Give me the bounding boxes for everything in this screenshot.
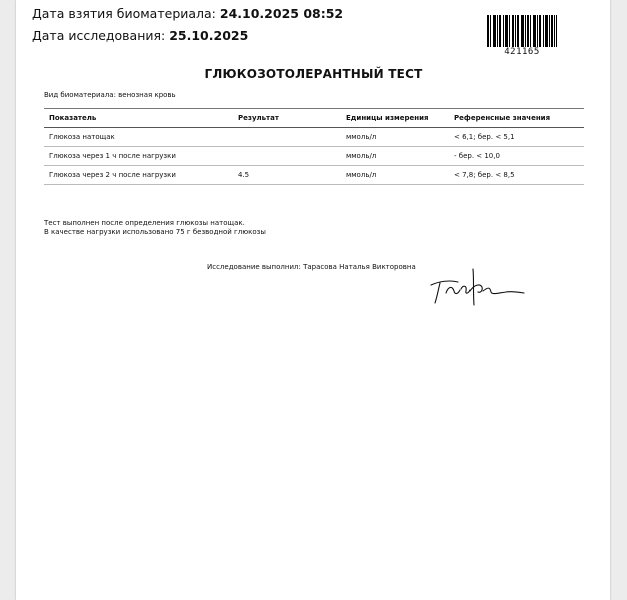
row-units: ммоль/л: [341, 128, 449, 147]
row-units: ммоль/л: [341, 166, 449, 185]
row-parameter: Глюкоза натощак: [44, 128, 233, 147]
study-date-value: 25.10.2025: [169, 28, 249, 43]
study-date-label: Дата исследования:: [32, 28, 166, 43]
table-row: [44, 128, 584, 147]
row-parameter: Глюкоза через 2 ч после нагрузки: [44, 166, 233, 185]
header-parameter: Показатель: [44, 109, 233, 128]
results-table: [44, 108, 584, 185]
document-title: ГЛЮКОЗОТОЛЕРАНТНЫЙ ТЕСТ: [204, 67, 423, 81]
row-result: [233, 128, 341, 147]
biomaterial-type: Вид биоматериала: венозная кровь: [44, 91, 176, 99]
row-result: [233, 147, 341, 166]
study-date-line: [32, 28, 248, 43]
row-units: ммоль/л: [341, 147, 449, 166]
sample-date-value: 24.10.2025 08:52: [219, 6, 344, 21]
header-reference: Референсные значения: [449, 109, 584, 128]
row-parameter: Глюкоза через 1 ч после нагрузки: [44, 147, 233, 166]
table-row: [44, 147, 584, 166]
sample-date-line: [32, 6, 343, 21]
header-result: Результат: [233, 109, 341, 128]
row-result: 4.5: [233, 166, 341, 185]
header-units: Единицы измерения: [341, 109, 449, 128]
barcode-number: 421165: [504, 47, 540, 57]
barcode-image: [487, 15, 557, 47]
row-reference: - бер. < 10,0: [449, 147, 584, 166]
row-reference: < 7,8; бер. < 8,5: [449, 166, 584, 185]
signature-image: [428, 263, 528, 311]
table-header-row: [44, 109, 584, 128]
performed-by: Исследование выполнил: Тарасова Наталья Викторовна: [207, 263, 416, 271]
note-line: В качестве нагрузки использовано 75 г безводной глюкозы: [44, 228, 266, 236]
sample-date-label: Дата взятия биоматериала:: [32, 6, 216, 21]
note-line: Тест выполнен после определения глюкозы натощак.: [44, 219, 245, 227]
table-row: [44, 166, 584, 185]
row-reference: < 6,1; бер. < 5,1: [449, 128, 584, 147]
